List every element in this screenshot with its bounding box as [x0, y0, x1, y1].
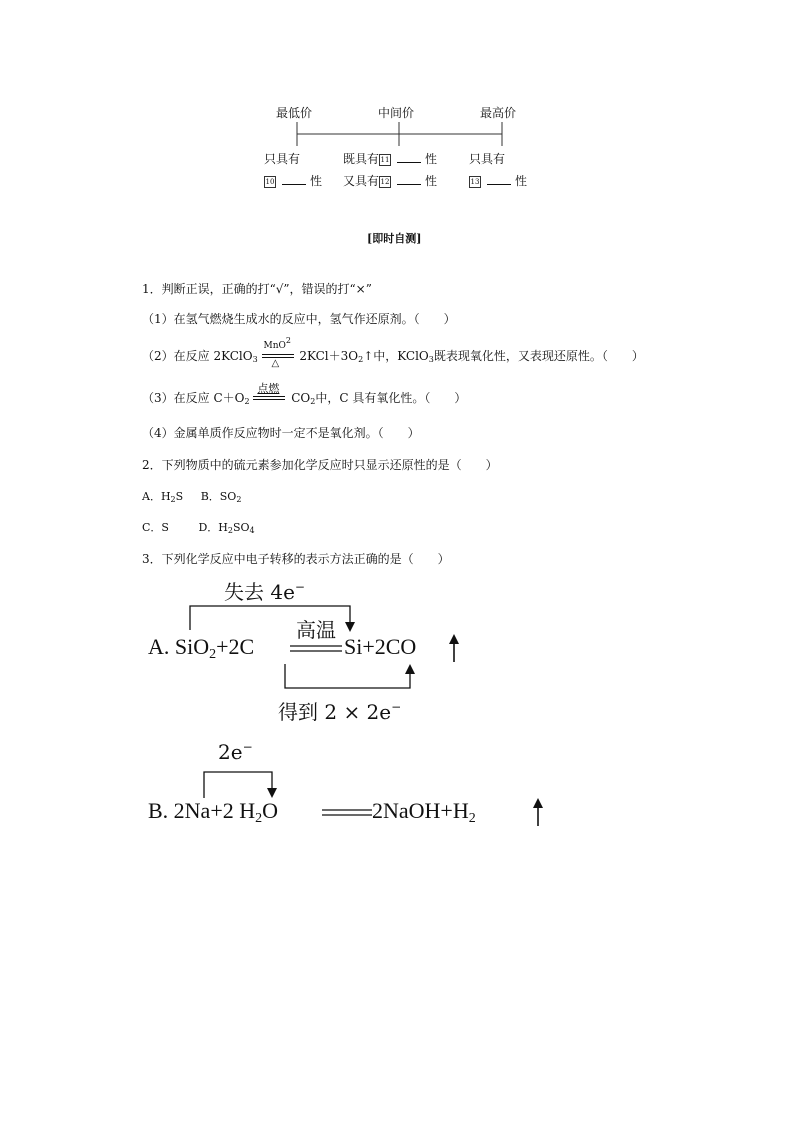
q1-item4: （4）金属单质作反应物时一定不是氧化剂。（ ） — [142, 426, 420, 440]
q2-stem: 2．下列物质中的硫元素参加化学反应时只显示还原性的是（ ） — [142, 458, 498, 472]
reaction-condition-high-temp: 高温 — [296, 618, 336, 642]
lose-electron-label: 失去 4e− — [224, 580, 305, 604]
q1-item3: （3）在反应 $C+O_2$ 点燃 $CO_2$中，C 具有氧化性。（ ） — [142, 381, 467, 406]
q2-option-b[interactable]: B．$SO_2$ — [200, 490, 242, 504]
row2-b: 又具有 12 性 — [343, 174, 438, 188]
fill-blank[interactable] — [282, 174, 306, 185]
q1-item1: （1）在氢气燃烧生成水的反应中，氢气作还原剂。（ ） — [142, 312, 456, 326]
q2-options-ab — [142, 488, 241, 504]
scale-line — [290, 118, 510, 148]
section-title: [即时自测] — [367, 232, 422, 245]
q2-options-cd — [142, 519, 255, 535]
equation-a: A. SiO2+2C — [148, 634, 255, 662]
reaction-condition-mno2: MnO2 △ — [262, 350, 296, 364]
fill-blank[interactable] — [487, 174, 511, 185]
equation-a-products: Si+2CO — [344, 634, 417, 659]
row1-c: 只具有 — [469, 152, 506, 166]
gain-electron-label: 得到 2 × 2e− — [278, 700, 402, 724]
blank-number-box: 11 — [380, 155, 390, 164]
q2-option-a[interactable]: A．$H_2S$ — [142, 490, 184, 504]
row1-b: 既具有 11 性 — [343, 152, 438, 166]
fill-blank[interactable] — [397, 174, 421, 185]
equation-b-products: 2NaOH+H2 — [372, 798, 476, 826]
label-middle: 中间价 — [378, 106, 415, 120]
electron-count-label: 2e− — [218, 740, 253, 764]
q3-stem: 3．下列化学反应中电子转移的表示方法正确的是（ ） — [142, 552, 450, 566]
row2-c: 13 性 — [470, 174, 528, 188]
reaction-condition-ignite: 点燃 — [253, 392, 287, 406]
label-highest: 最高价 — [480, 106, 517, 120]
q2-option-d[interactable]: D．$H_2SO_4$ — [198, 521, 255, 535]
label-lowest: 最低价 — [276, 106, 313, 120]
row2-a: 10 性 — [265, 174, 323, 188]
equation-b: B. 2Na+2 H2O — [148, 798, 279, 826]
q1-stem: 1．判断正误，正确的打“√”，错误的打“×” — [142, 282, 372, 296]
q2-option-c[interactable]: C．S — [142, 521, 169, 534]
fill-blank[interactable] — [397, 152, 421, 163]
q1-item2: （2）在反应 2KClO$_3$ MnO2 △ $2KCl+3O_2↑$中，KClO$_3$既表现氧化性，又表现还原性。（ ） — [142, 335, 644, 369]
row1-a: 只具有 — [264, 152, 301, 166]
